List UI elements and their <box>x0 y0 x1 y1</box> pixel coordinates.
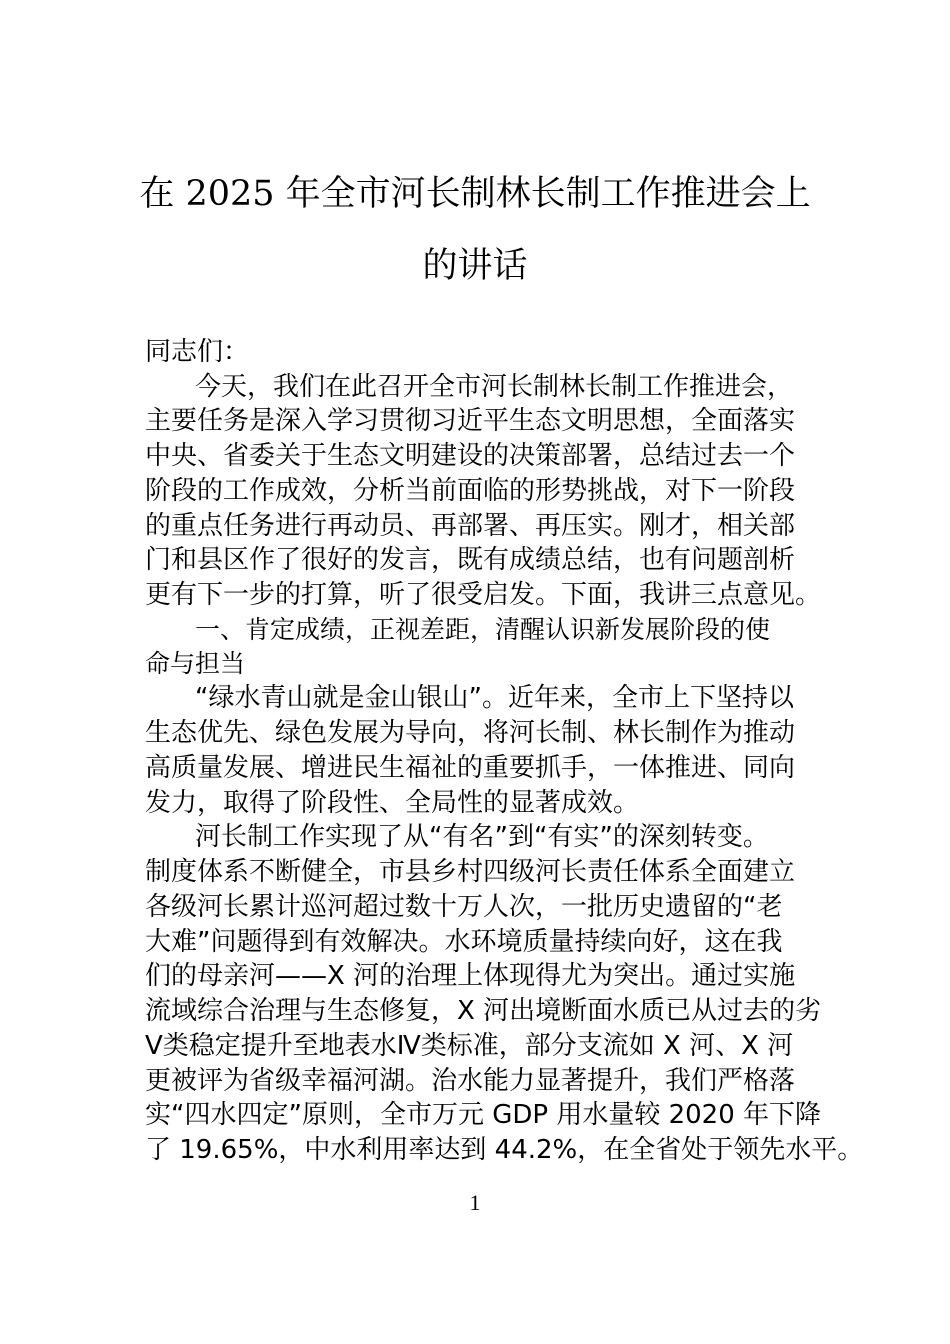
paragraph-line: 门和县区作了很好的发言，既有成绩总结，也有问题剖析 <box>145 545 796 575</box>
section-heading: 命与担当 <box>145 649 246 678</box>
paragraph-line: 更被评为省级幸福河湖。治水能力显著提升，我们严格落 <box>145 1066 796 1096</box>
paragraph-line: 阶段的工作成效，分析当前面临的形势挑战，对下一阶段 <box>145 476 796 506</box>
document-title-line-1: 在 2025 年全市河长制林长制工作推进会上 <box>139 174 811 214</box>
paragraph-line: 中央、省委关于生态文明建设的决策部署，总结过去一个 <box>145 441 796 471</box>
salutation: 同志们： <box>145 337 250 367</box>
paragraph-line: 主要任务是深入学习贯彻习近平生态文明思想，全面落实 <box>145 406 796 436</box>
paragraph-line: 河长制工作实现了从“有名”到“有实”的深刻转变。 <box>195 822 769 852</box>
paragraph-line: 们的母亲河——X 河的治理上体现得尤为突出。通过实施 <box>145 961 796 991</box>
section-heading: 一、肯定成绩，正视差距，清醒认识新发展阶段的使 <box>195 615 771 644</box>
paragraph-line: 今天，我们在此召开全市河长制林长制工作推进会， <box>195 372 794 402</box>
paragraph-line: 流域综合治理与生态修复，X 河出境断面水质已从过去的劣 <box>145 996 822 1026</box>
paragraph-line: 了 19.65%，中水利用率达到 44.2%，在全省处于领先水平。 <box>145 1135 864 1165</box>
paragraph-line: 生态优先、绿色发展为导向，将河长制、林长制作为推动 <box>145 718 796 748</box>
paragraph-line: 实“四水四定”原则，全市万元 GDP 用水量较 2020 年下降 <box>145 1100 822 1130</box>
paragraph-line: 大难”问题得到有效解决。水环境质量持续向好，这在我 <box>145 927 783 957</box>
document-title-line-2: 的讲话 <box>422 246 528 286</box>
page-number: 1 <box>469 1190 481 1215</box>
paragraph-line: “绿水青山就是金山银山”。近年来，全市上下坚持以 <box>195 683 794 713</box>
paragraph-line: 各级河长累计巡河超过数十万人次，一批历史遗留的“老 <box>145 892 783 922</box>
paragraph-line: 高质量发展、增进民生福祉的重要抓手，一体推进、同向 <box>145 753 796 783</box>
paragraph-line: 更有下一步的打算，听了很受启发。下面，我讲三点意见。 <box>145 580 822 610</box>
paragraph-line: 的重点任务进行再动员、再部署、再压实。刚才，相关部 <box>145 511 796 541</box>
paragraph-line: 制度体系不断健全，市县乡村四级河长责任体系全面建立 <box>145 857 796 887</box>
paragraph-line: 发力，取得了阶段性、全局性的显著成效。 <box>145 788 640 818</box>
paragraph-line: Ⅴ类稳定提升至地表水Ⅳ类标准，部分支流如 X 河、X 河 <box>145 1031 794 1061</box>
